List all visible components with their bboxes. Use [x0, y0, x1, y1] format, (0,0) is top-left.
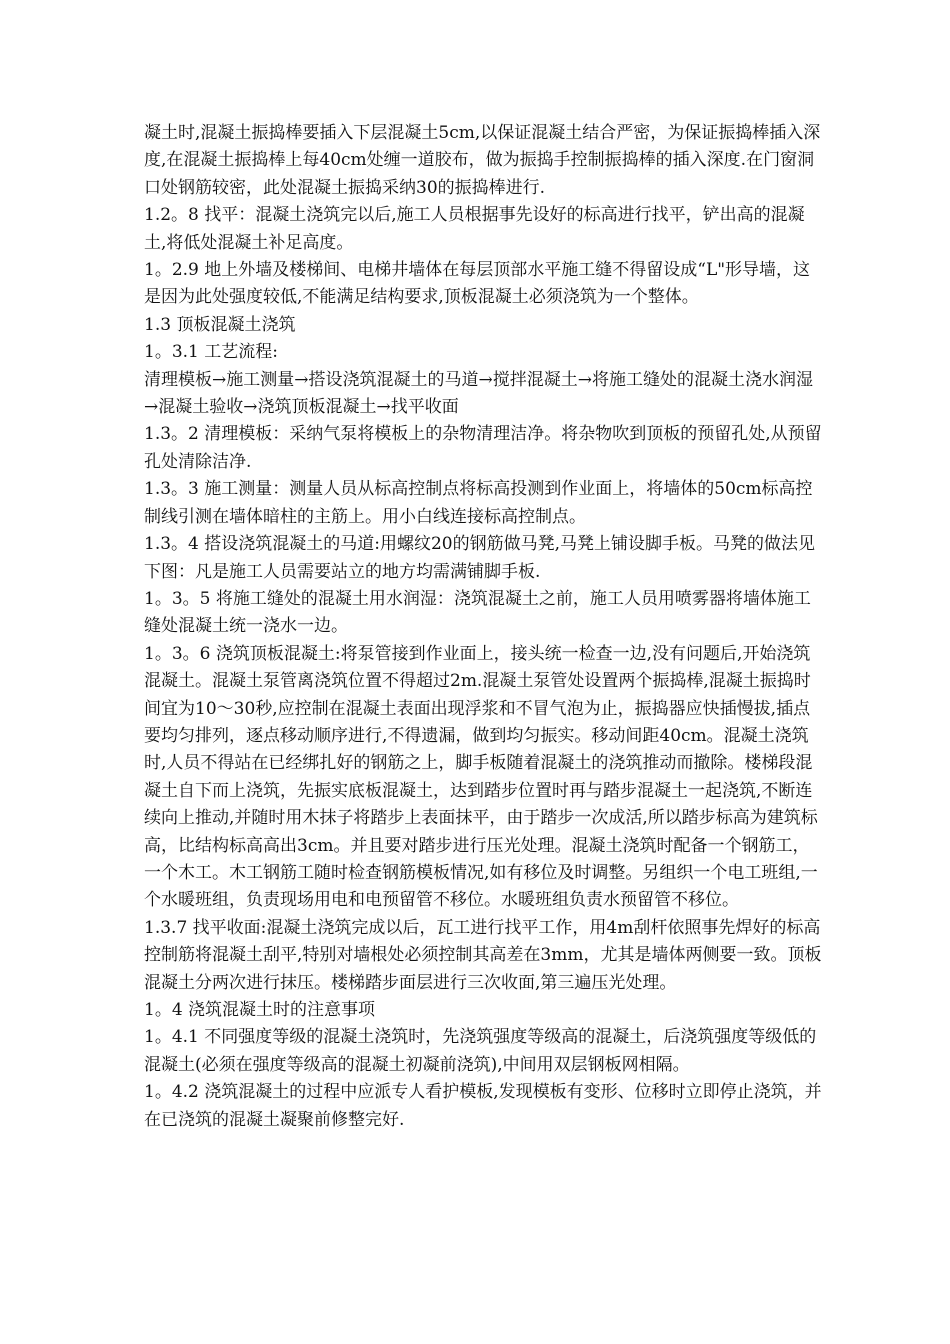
- heading-1-3-1-process-flow: 1。3.1 工艺流程:: [144, 342, 278, 363]
- paragraph-1-3-7-finishing: 1.3.7 找平收面:混凝土浇筑完成以后，瓦工进行找平工作，用4m刮杆依照事先焊好的标高控制筋将混凝土刮平,特别对墙根处必须控制其高差在3mm，尤其是墙体两侧要一致。顶板混凝土分两次进行抹压。楼梯踏步面层进行三次收面,第三遍压光处理。: [144, 917, 822, 993]
- paragraph-1-3-3-survey: 1.3。3 施工测量：测量人员从标高控制点将标高投测到作业面上，将墙体的50cm标高控制线引测在墙体暗柱的主筋上。用小白线连接标高控制点。: [144, 479, 813, 527]
- paragraph-process-flow-steps: 清理模板→施工测量→搭设浇筑混凝土的马道→搅拌混凝土→将施工缝处的混凝土浇水润湿→混凝土验收→浇筑顶板混凝土→找平收面: [144, 369, 813, 418]
- paragraph-1-4-1-strength-grades: 1。4.1 不同强度等级的混凝土浇筑时，先浇筑强度等级高的混凝土，后浇筑强度等级低的混凝土(必须在强度等级高的混凝土初凝前浇筑),中间用双层钢板网相隔。: [144, 1027, 817, 1075]
- heading-1-4-precautions: 1。4 浇筑混凝土时的注意事项: [144, 1000, 376, 1020]
- paragraph-1-3-4-walkway: 1.3。4 搭设浇筑混凝土的马道:用螺纹20的钢筋做马凳,马凳上铺设脚手板。马凳的做法见下图：凡是施工人员需要站立的地方均需满铺脚手板.: [144, 534, 816, 582]
- paragraph-1-3-5-wetting: 1。3。5 将施工缝处的混凝土用水润湿：浇筑混凝土之前，施工人员用喷雾器将墙体施工缝处混凝土统一浇水一边。: [144, 588, 811, 637]
- paragraph-1-3-2-clean-formwork: 1.3。2 清理模板：采纳气泵将模板上的杂物清理洁净。将杂物吹到顶板的预留孔处,从预留孔处清除洁净.: [144, 424, 822, 472]
- paragraph-1-4-2-formwork-watch: 1。4.2 浇筑混凝土的过程中应派专人看护模板,发现模板有变形、位移时立即停止浇筑，并在已浇筑的混凝土凝聚前修整完好.: [144, 1082, 822, 1130]
- heading-1-3-slab-pouring: 1.3 顶板混凝土浇筑: [144, 314, 296, 335]
- paragraph-1-3-6-slab-pouring: 1。3。6 浇筑顶板混凝土:将泵管接到作业面上，接头统一检查一边,没有问题后,开始浇筑混凝土。混凝土泵管离浇筑位置不得超过2m.混凝土泵管处设置两个振捣棒,混凝土振捣时间宜为10～30秒,应控制在混凝土表面出现浮浆和不冒气泡为止，振捣器应快插慢拔,插点要均匀排列，逐点移动顺序进行,不得遗漏，做到均匀振实。移动间距40cm。混凝土浇筑时,人员不得站在已经绑扎好的钢筋之上，脚手板随着混凝土的浇筑推动而撤除。楼梯段混凝土自下而上浇筑，先振实底板混凝土，达到踏步位置时再与踏步混凝土一起浇筑,不断连续向上推动,并随时用木抹子将踏步上表面抹平，由于踏步一次成活,所以踏步标高为建筑标高，比结构标高高出3cm。并且要对踏步进行压光处理。混凝土浇筑时配备一个钢筋工，一个木工。木工钢筋工随时检查钢筋模板情况,如有移位及时调整。另组织一个电工班组,一个水暖班组，负责现场用电和电预留管不移位。水暖班组负责水预留管不移位。: [144, 643, 818, 911]
- paragraph-pour-vibration: 凝土时,混凝土振捣棒要插入下层混凝土5cm,以保证混凝土结合严密，为保证振捣棒插入深度,在混凝土振捣棒上每40cm处缠一道胶布，做为振捣手控制振捣棒的插入深度.在门窗洞口处钢筋较密，此处混凝土振捣采纳30的振捣棒进行.: [144, 123, 821, 198]
- paragraph-1-2-8-leveling: 1.2。8 找平：混凝土浇筑完以后,施工人员根据事先设好的标高进行找平，铲出高的混凝土,将低处混凝土补足高度。: [144, 205, 805, 253]
- document-body: [144, 120, 824, 1134]
- paragraph-1-2-9-construction-joint: 1。2.9 地上外墙及楼梯间、电梯井墙体在每层顶部水平施工缝不得留设成“L"形导墙，这是因为此处强度较低,不能满足结构要求,顶板混凝土必须浇筑为一个整体。: [144, 260, 811, 308]
